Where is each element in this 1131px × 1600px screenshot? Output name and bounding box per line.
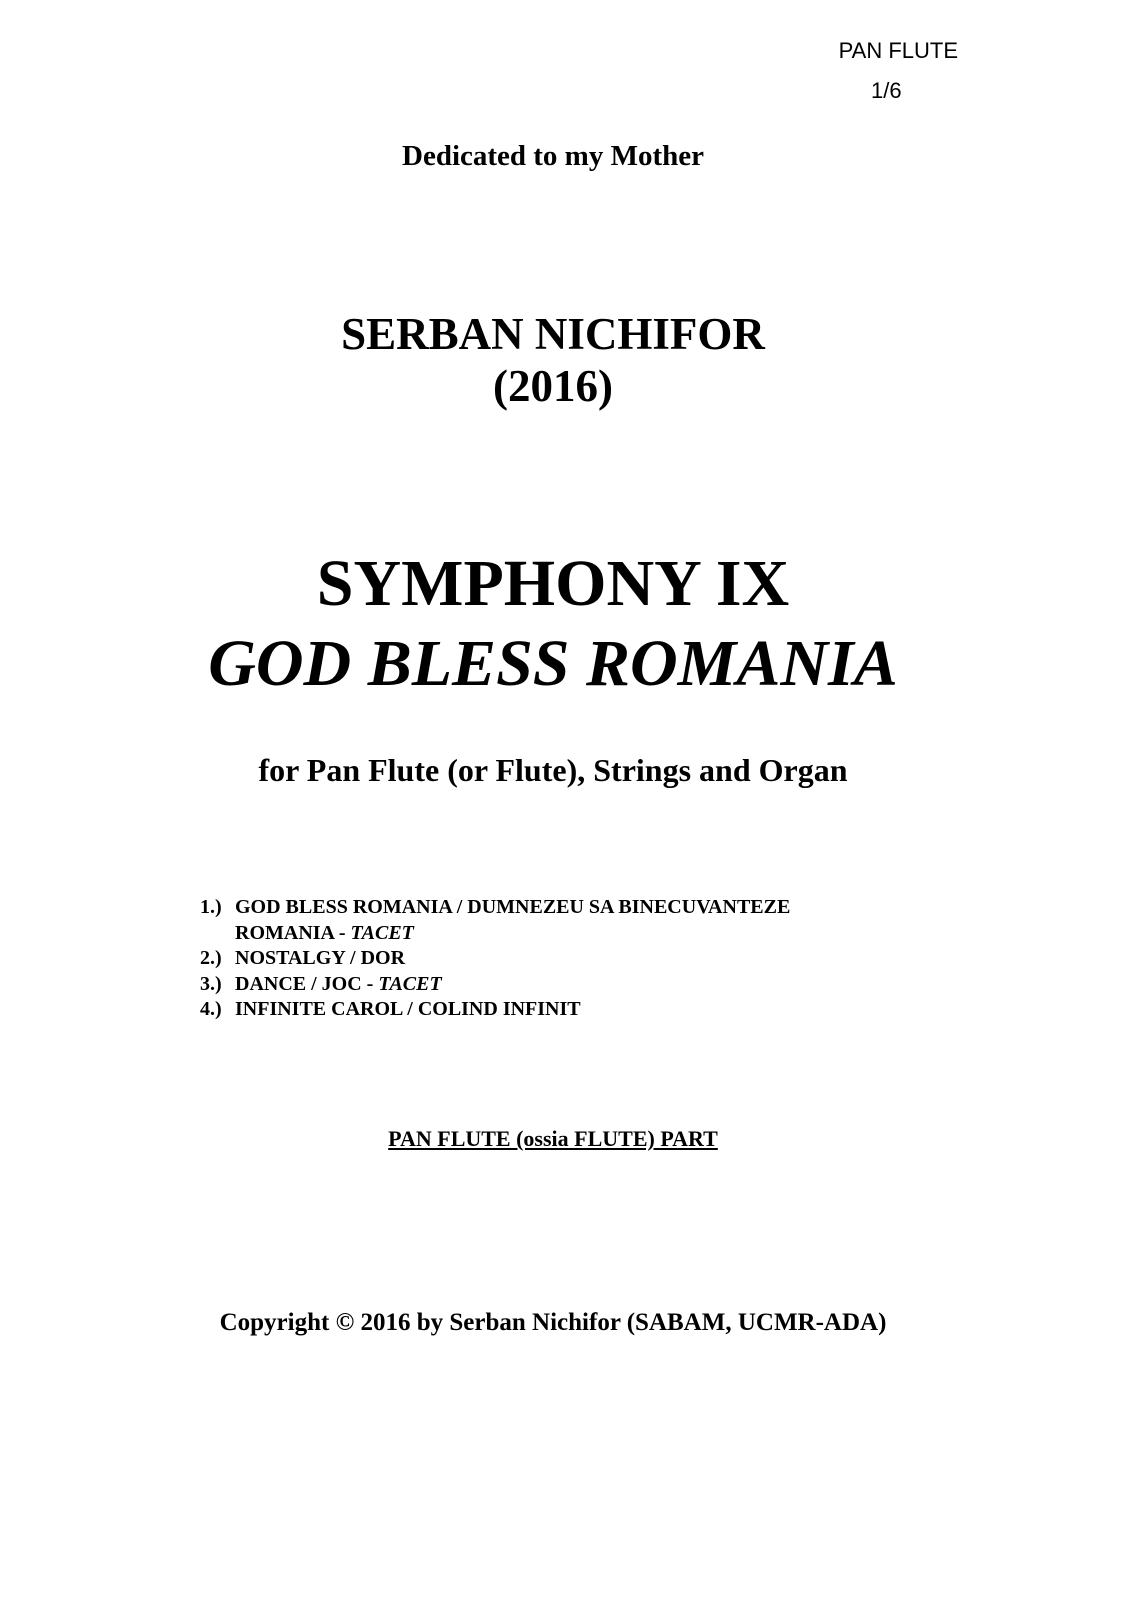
movement-number: 3.) (200, 972, 222, 995)
movement-title: NOSTALGY / DOR (235, 947, 406, 969)
movement-item (200, 895, 790, 921)
composer-name: SERBAN NICHIFOR (341, 309, 765, 359)
movement-title: DANCE / JOC - (235, 972, 374, 995)
instrumentation: for Pan Flute (or Flute), Strings and Organ (258, 752, 848, 788)
movement-item-continued (200, 921, 790, 947)
title-main: SYMPHONY IX (316, 547, 790, 620)
page-number: 1/6 (871, 78, 902, 103)
movement-number: 1.) (200, 896, 222, 918)
movement-list (200, 895, 790, 1023)
movement-note: TACET (350, 921, 414, 944)
movement-title: ROMANIA - (235, 921, 346, 944)
movement-item (200, 946, 790, 972)
movement-number: 4.) (200, 998, 222, 1020)
movement-item (200, 972, 790, 998)
movement-item (200, 997, 790, 1023)
movement-title: INFINITE CAROL / COLIND INFINIT (235, 998, 581, 1020)
dedication: Dedicated to my Mother (402, 140, 704, 172)
part-label: PAN FLUTE (838, 38, 958, 63)
movement-note: TACET (378, 972, 442, 995)
movement-number: 2.) (200, 947, 222, 969)
part-name: PAN FLUTE (ossia FLUTE) PART (388, 1126, 718, 1151)
movement-title: GOD BLESS ROMANIA / DUMNEZEU SA BINECUVANTEZE (235, 896, 791, 918)
composer-year: (2016) (493, 361, 613, 411)
copyright: Copyright © 2016 by Serban Nichifor (SABAM, UCMR-ADA) (219, 1309, 887, 1336)
title-subtitle: GOD BLESS ROMANIA (208, 627, 898, 700)
